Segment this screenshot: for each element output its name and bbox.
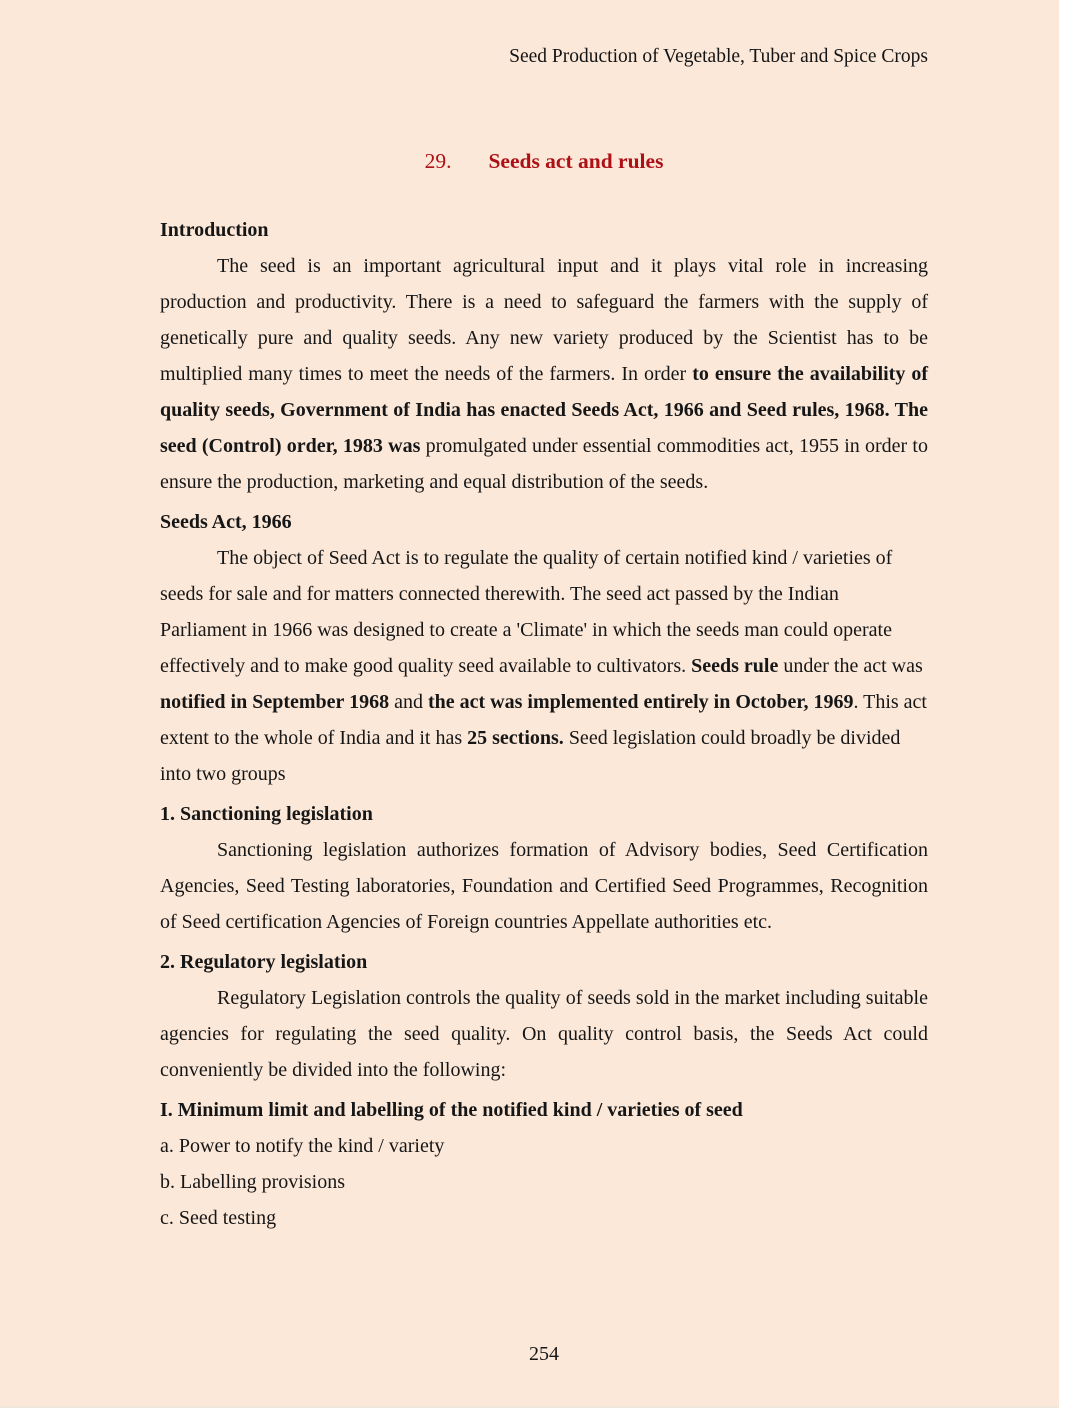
- section-heading: 2. Regulatory legislation: [160, 951, 368, 973]
- list-item: b. Labelling provisions: [160, 1171, 345, 1193]
- page-number: 254: [529, 1343, 559, 1365]
- document-content: [160, 212, 928, 1236]
- list-item: a. Power to notify the kind / variety: [160, 1135, 445, 1157]
- paragraph: The object of Seed Act is to regulate the quality of certain notified kind / varieties of seeds for sale and for matters connected therewith. The seed act passed by the Indian Parliament in 1966 was designed to create a 'Climate' in which the seeds man could operate effectively and to make good quality seed available to cultivators. Seeds rule under the act was notified in September 1968 and the act was implemented entirely in October, 1969. This act extent to the whole of India and it has 25 sections. Seed legislation could broadly be divided into two groups: [160, 547, 927, 785]
- section-heading: Seeds Act, 1966: [160, 511, 292, 533]
- section-heading: Introduction: [160, 219, 269, 241]
- list-item: c. Seed testing: [160, 1207, 277, 1229]
- chapter-title: [160, 146, 928, 176]
- paragraph: The seed is an important agricultural input and it plays vital role in increasing production and productivity. There is a need to safeguard the farmers with the supply of genetically pure and quality seeds. Any new variety produced by the Scientist has to be multiplied many times to meet the needs of the farmers. In order to ensure the availability of quality seeds, Government of India has enacted Seeds Act, 1966 and Seed rules, 1968. The seed (Control) order, 1983 was promulgated under essential commodities act, 1955 in order to ensure the production, marketing and equal distribution of the seeds.: [160, 255, 928, 493]
- section-heading: 1. Sanctioning legislation: [160, 803, 373, 825]
- chapter-number: 29.: [424, 149, 452, 173]
- paragraph: Sanctioning legislation authorizes formation of Advisory bodies, Seed Certification Agencies, Seed Testing laboratories, Foundation and Certified Seed Programmes, Recognition of Seed certification Agencies of Foreign countries Appellate authorities etc.: [160, 839, 928, 933]
- paragraph: Regulatory Legislation controls the quality of seeds sold in the market including suitable agencies for regulating the seed quality. On quality control basis, the Seeds Act could conveniently be divided into the following:: [160, 987, 928, 1081]
- running-header: Seed Production of Vegetable, Tuber and Spice Crops: [509, 46, 928, 67]
- section-heading: I. Minimum limit and labelling of the notified kind / varieties of seed: [160, 1099, 743, 1121]
- canvas-right-margin: [1059, 0, 1088, 1408]
- chapter-title-text: Seeds act and rules: [488, 149, 664, 173]
